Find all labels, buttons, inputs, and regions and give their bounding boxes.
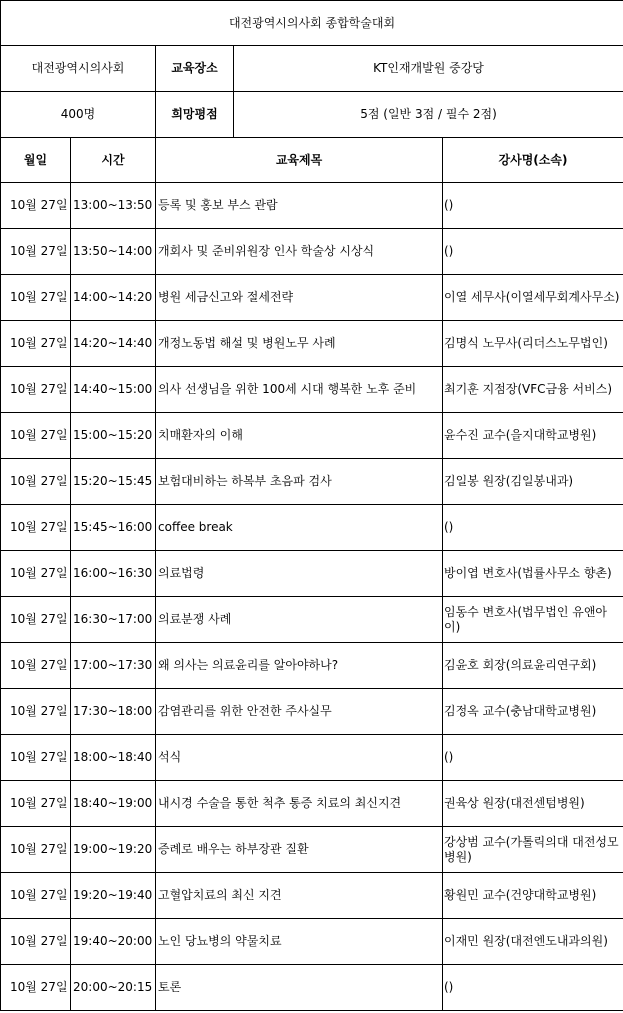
session-speaker: () [443, 735, 623, 781]
session-topic: 병원 세금신고와 절세전략 [156, 275, 443, 321]
session-speaker: 최기훈 지점장(VFC금융 서비스) [443, 367, 623, 413]
session-date: 10월 27일 [1, 689, 71, 735]
table-row [1, 229, 623, 275]
session-topic: 의료법령 [156, 551, 443, 597]
session-date: 10월 27일 [1, 597, 71, 643]
session-date: 10월 27일 [1, 183, 71, 229]
page-title: 대전광역시의사회 종합학술대회 [1, 1, 623, 46]
venue-label: 교육장소 [156, 46, 234, 92]
session-date: 10월 27일 [1, 827, 71, 873]
host-value: 대전광역시의사회 [1, 46, 156, 92]
session-topic: 노인 당뇨병의 약물치료 [156, 919, 443, 965]
session-topic: 내시경 수술을 통한 척추 통증 치료의 최신지견 [156, 781, 443, 827]
session-speaker: 김명식 노무사(리더스노무법인) [443, 321, 623, 367]
session-time: 14:40~15:00 [71, 367, 156, 413]
table-row [1, 781, 623, 827]
session-topic: 의료분쟁 사례 [156, 597, 443, 643]
header-topic: 교육제목 [156, 138, 443, 183]
session-speaker: 권육상 원장(대전센텀병원) [443, 781, 623, 827]
table-row [1, 413, 623, 459]
session-speaker: 방이엽 변호사(법률사무소 향촌) [443, 551, 623, 597]
session-speaker: () [443, 965, 623, 1011]
session-date: 10월 27일 [1, 873, 71, 919]
session-speaker: 이열 세무사(이열세무회계사무소) [443, 275, 623, 321]
header-speaker: 강사명(소속) [443, 138, 623, 183]
capacity-value: 400명 [1, 92, 156, 138]
header-date: 월일 [1, 138, 71, 183]
session-speaker: 강상범 교수(가톨릭의대 대전성모병원) [443, 827, 623, 873]
session-time: 15:45~16:00 [71, 505, 156, 551]
session-date: 10월 27일 [1, 919, 71, 965]
table-row [1, 183, 623, 229]
session-speaker: 김일봉 원장(김일봉내과) [443, 459, 623, 505]
points-value: 5점 (일반 3점 / 필수 2점) [234, 92, 623, 138]
session-date: 10월 27일 [1, 781, 71, 827]
table-row [1, 919, 623, 965]
session-topic: 토론 [156, 965, 443, 1011]
session-speaker: 임동수 변호사(법무법인 유앤아이) [443, 597, 623, 643]
session-topic: 고혈압치료의 최신 지견 [156, 873, 443, 919]
session-speaker: 김정옥 교수(충남대학교병원) [443, 689, 623, 735]
session-date: 10월 27일 [1, 321, 71, 367]
session-time: 17:30~18:00 [71, 689, 156, 735]
table-row [1, 505, 623, 551]
session-speaker: 이재민 원장(대전엔도내과의원) [443, 919, 623, 965]
session-topic: 보험대비하는 하복부 초음파 검사 [156, 459, 443, 505]
session-date: 10월 27일 [1, 275, 71, 321]
session-date: 10월 27일 [1, 413, 71, 459]
table-row [1, 551, 623, 597]
session-time: 16:30~17:00 [71, 597, 156, 643]
table-row [1, 689, 623, 735]
session-topic: 개정노동법 해설 및 병원노무 사례 [156, 321, 443, 367]
session-time: 18:40~19:00 [71, 781, 156, 827]
session-topic: 석식 [156, 735, 443, 781]
session-time: 13:50~14:00 [71, 229, 156, 275]
table-row [1, 321, 623, 367]
venue-value: KT인재개발원 중강당 [234, 46, 623, 92]
table-row [1, 873, 623, 919]
session-time: 20:00~20:15 [71, 965, 156, 1011]
session-time: 19:20~19:40 [71, 873, 156, 919]
table-row [1, 275, 623, 321]
table-header [1, 138, 623, 183]
table-row [1, 597, 623, 643]
session-speaker: 김윤호 회장(의료윤리연구회) [443, 643, 623, 689]
session-date: 10월 27일 [1, 643, 71, 689]
session-topic: 의사 선생님을 위한 100세 시대 행복한 노후 준비 [156, 367, 443, 413]
table-row [1, 827, 623, 873]
session-topic: 치매환자의 이해 [156, 413, 443, 459]
header-time: 시간 [71, 138, 156, 183]
session-time: 14:00~14:20 [71, 275, 156, 321]
session-time: 18:00~18:40 [71, 735, 156, 781]
points-label: 희망평점 [156, 92, 234, 138]
session-topic: 감염관리를 위한 안전한 주사실무 [156, 689, 443, 735]
session-date: 10월 27일 [1, 735, 71, 781]
session-speaker: () [443, 505, 623, 551]
session-date: 10월 27일 [1, 367, 71, 413]
session-topic: coffee break [156, 505, 443, 551]
session-time: 19:00~19:20 [71, 827, 156, 873]
session-speaker: () [443, 229, 623, 275]
session-date: 10월 27일 [1, 965, 71, 1011]
table-row [1, 735, 623, 781]
session-time: 13:00~13:50 [71, 183, 156, 229]
session-speaker: 윤수진 교수(을지대학교병원) [443, 413, 623, 459]
session-date: 10월 27일 [1, 229, 71, 275]
session-date: 10월 27일 [1, 459, 71, 505]
session-time: 14:20~14:40 [71, 321, 156, 367]
session-topic: 개회사 및 준비위원장 인사 학술상 시상식 [156, 229, 443, 275]
session-time: 16:00~16:30 [71, 551, 156, 597]
session-time: 15:00~15:20 [71, 413, 156, 459]
session-date: 10월 27일 [1, 505, 71, 551]
table-row [1, 643, 623, 689]
session-time: 17:00~17:30 [71, 643, 156, 689]
table-row [1, 965, 623, 1011]
session-topic: 왜 의사는 의료윤리를 알아야하나? [156, 643, 443, 689]
session-time: 15:20~15:45 [71, 459, 156, 505]
session-topic: 증례로 배우는 하부장관 질환 [156, 827, 443, 873]
table-row [1, 367, 623, 413]
session-topic: 등록 및 홍보 부스 관람 [156, 183, 443, 229]
session-time: 19:40~20:00 [71, 919, 156, 965]
session-list [1, 183, 623, 1011]
session-speaker: 황원민 교수(건양대학교병원) [443, 873, 623, 919]
session-speaker: () [443, 183, 623, 229]
table-row [1, 459, 623, 505]
session-date: 10월 27일 [1, 551, 71, 597]
